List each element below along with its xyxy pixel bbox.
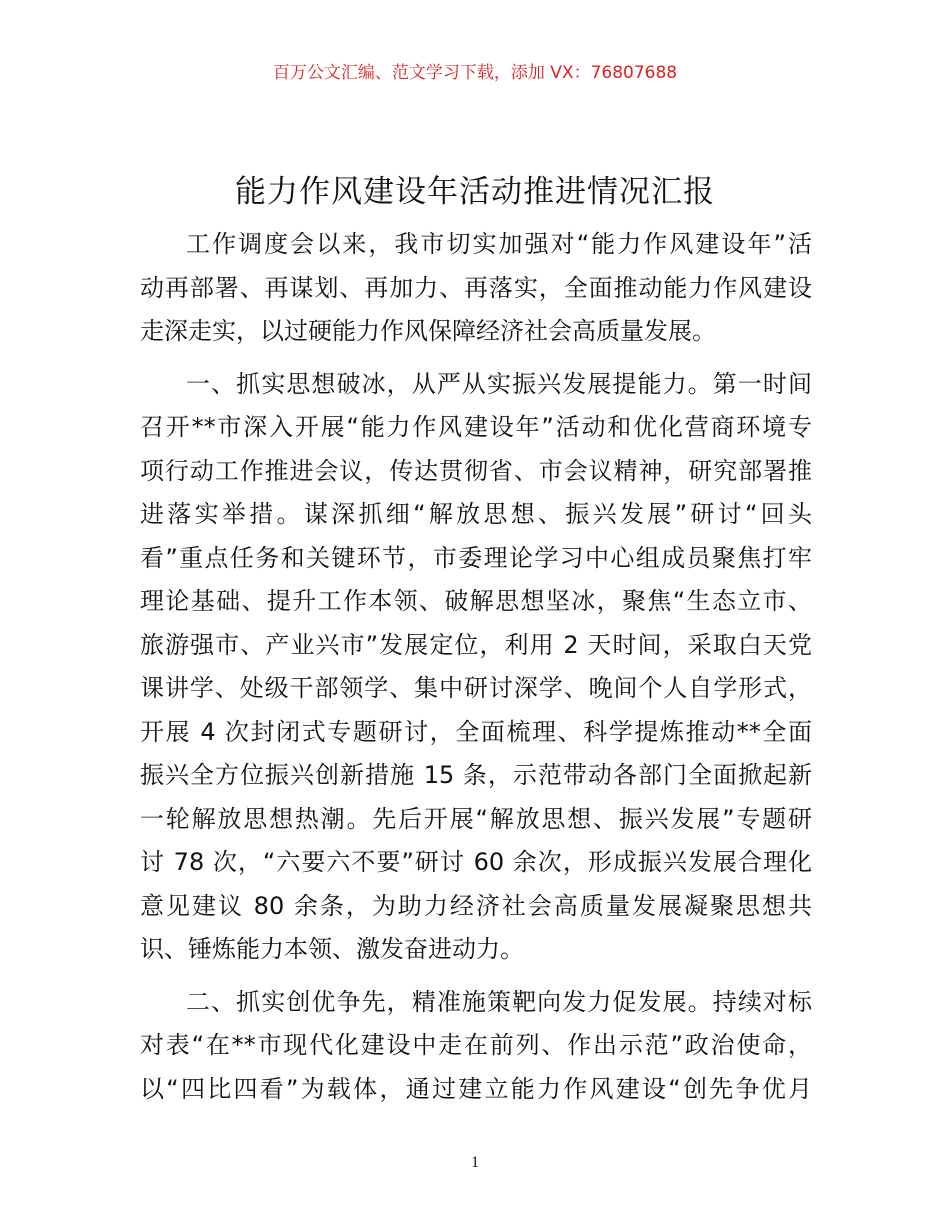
paragraph — [140, 981, 812, 1112]
text-line: 以“四比四看”为载体，通过建立能力作风建设“创先争优月 — [140, 1074, 812, 1103]
text-line: 项行动工作推进会议，传达贯彻省、市会议精神，研究部署推 — [140, 456, 812, 485]
text-line: 意见建议 80 余条，为助力经济社会高质量发展凝聚思想共 — [140, 891, 812, 920]
text-line: 动再部署、再谋划、再加力、再落实，全面推动能力作风建设 — [140, 273, 812, 302]
page-number: 1 — [471, 1154, 479, 1171]
document-title: 能力作风建设年活动推进情况汇报 — [235, 174, 715, 210]
text-line: 识、锤炼能力本领、激发奋进动力。 — [140, 935, 524, 963]
text-line: 开展 4 次封闭式专题研讨，全面梳理、科学提炼推动**全面 — [140, 717, 812, 746]
text-line: 课讲学、处级干部领学、集中研讨深学、晚间个人自学形式， — [140, 674, 812, 702]
text-line: 召开**市深入开展“能力作风建设年”活动和优化营商环境专 — [140, 413, 812, 441]
text-line: 工作调度会以来，我市切实加强对“能力作风建设年”活 — [186, 230, 812, 258]
text-line: 二、抓实创优争先，精准施策靶向发力促发展。持续对标 — [186, 987, 812, 1016]
text-line: 旅游强市、产业兴市”发展定位，利用 2 天时间，采取白天党 — [140, 630, 812, 659]
text-line: 理论基础、提升工作本领、破解思想坚冰，聚焦“生态立市、 — [140, 587, 812, 615]
text-line: 一、抓实思想破冰，从严从实振兴发展提能力。第一时间 — [186, 369, 812, 398]
text-line: 对表“在**市现代化建设中走在前列、作出示范”政治使命， — [140, 1031, 812, 1059]
text-line: 振兴全方位振兴创新措施 15 条，示范带动各部门全面掀起新 — [140, 761, 812, 789]
text-line: 走深走实，以过硬能力作风保障经济社会高质量发展。 — [140, 317, 716, 345]
paragraph — [140, 223, 812, 354]
text-line: 进落实举措。谋深抓细“解放思想、振兴发展”研讨“回头 — [140, 500, 812, 528]
text-line: 一轮解放思想热潮。先后开展“解放思想、振兴发展”专题研 — [140, 804, 812, 833]
text-line: 看”重点任务和关键环节，市委理论学习中心组成员聚焦打牢 — [140, 543, 812, 572]
text-line: 讨 78 次，“六要六不要”研讨 60 余次，形成振兴发展合理化 — [140, 848, 812, 876]
document-body — [140, 223, 812, 1120]
paragraph — [140, 363, 812, 972]
watermark-header: 百万公文汇编、范文学习下载，添加 VX：76807688 — [272, 63, 678, 83]
